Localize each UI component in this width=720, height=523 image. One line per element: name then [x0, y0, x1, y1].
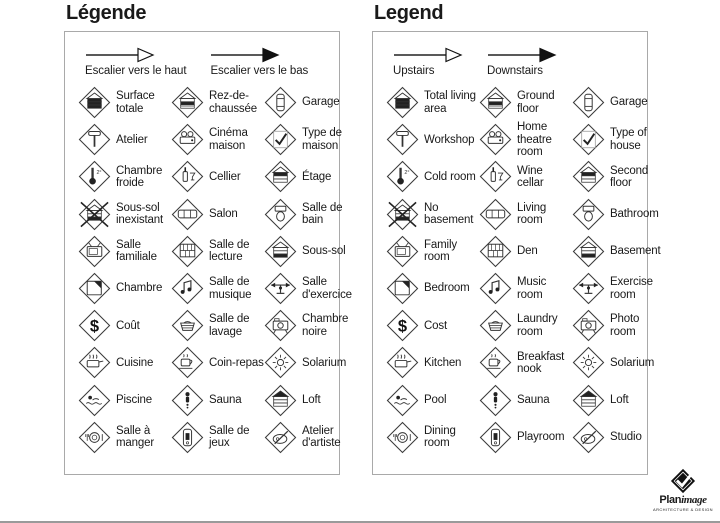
legend-item	[78, 235, 171, 268]
legend-item-label: Breakfast nook	[517, 350, 565, 375]
legend-item	[479, 384, 572, 417]
legend-item-label: Exercise room	[610, 276, 653, 301]
legend-item-label: Bedroom	[424, 282, 470, 295]
legend-item	[171, 86, 264, 119]
wine-cellar-icon	[171, 160, 204, 193]
legend-item-label: Salle de jeux	[209, 424, 250, 450]
legend-item-label: Living room	[517, 201, 547, 227]
arrow-label: Downstairs	[487, 65, 543, 77]
bedroom-icon	[386, 272, 419, 305]
panel-title-french: Légende	[66, 2, 147, 24]
stairs-up-arrow-item	[393, 47, 463, 77]
legend-item	[171, 235, 264, 268]
sauna-icon	[479, 384, 512, 417]
legend-item-label: Atelier	[116, 133, 148, 146]
legend-item	[78, 160, 171, 193]
legend-item	[572, 272, 656, 305]
legend-item	[171, 384, 264, 417]
legend-item	[171, 346, 264, 379]
legend-item-label: Photo room	[610, 313, 640, 338]
svg-text:2°: 2°	[96, 170, 102, 177]
svg-text:2°: 2°	[404, 170, 410, 177]
legend-item-label: Laundry room	[517, 313, 558, 338]
laundry-room-icon	[479, 309, 512, 342]
exercise-room-icon	[572, 272, 605, 305]
legend-item-label: Wine cellar	[517, 164, 544, 189]
pool-icon	[386, 384, 419, 417]
stairs-up-arrow-icon	[85, 47, 155, 63]
legend-item	[386, 272, 479, 305]
legend-item	[171, 309, 264, 342]
planimage-logo-text: Planimage	[659, 494, 707, 506]
legend-item-label: Étage	[302, 170, 332, 183]
playroom-icon	[171, 421, 204, 454]
planimage-logo	[650, 468, 716, 512]
solarium-icon	[572, 346, 605, 379]
garage-icon	[572, 86, 605, 119]
no-basement-icon	[386, 198, 419, 231]
legend-item-label: Atelier d'artiste	[302, 424, 341, 450]
planimage-logo-subtext: ARCHITECTURE & DESIGN	[653, 507, 713, 512]
legend-panel-english	[372, 2, 661, 475]
legend-item-label: Salle de lecture	[209, 238, 250, 264]
legend-item	[78, 272, 171, 305]
legend-item-label: Pool	[424, 393, 447, 406]
legend-item-label: Chambre noire	[302, 313, 349, 338]
legend-item-label: Salle familiale	[116, 238, 157, 264]
legend-item-label: Coût	[116, 319, 140, 332]
legend-item-label: Total living area	[424, 90, 476, 115]
stairs-down-arrow-item	[487, 47, 557, 77]
studio-icon	[572, 421, 605, 454]
playroom-icon	[479, 421, 512, 454]
garage-icon	[264, 86, 297, 119]
kitchen-icon	[386, 346, 419, 379]
legend-item	[479, 198, 572, 231]
arrow-label: Escalier vers le bas	[210, 65, 309, 77]
legend-item-label: Sous-sol	[302, 245, 346, 258]
workshop-icon	[386, 123, 419, 156]
legend-item-label: Sauna	[517, 393, 550, 406]
breakfast-nook-icon	[479, 346, 512, 379]
legend-item	[479, 346, 572, 379]
legend-item	[386, 309, 479, 342]
legend-item-label: Basement	[610, 245, 661, 258]
legend-panel-french	[64, 2, 352, 475]
arrow-label: Escalier vers le haut	[85, 65, 187, 77]
home-theatre-icon	[479, 123, 512, 156]
legend-item	[572, 384, 656, 417]
legend-item-label: Cellier	[209, 170, 241, 183]
cold-room-icon	[386, 160, 419, 193]
legend-item	[479, 160, 572, 193]
pool-icon	[78, 384, 111, 417]
bathroom-icon	[264, 198, 297, 231]
legend-item-label: Type de maison	[302, 127, 342, 152]
arrows-section	[373, 32, 647, 77]
legend-item-label: Den	[517, 245, 538, 258]
legend-item	[386, 346, 479, 379]
legend-item	[386, 198, 479, 231]
legend-item	[264, 198, 348, 231]
legend-item-label: Type of house	[610, 127, 647, 152]
exercise-room-icon	[264, 272, 297, 305]
legend-item-label: Loft	[302, 393, 321, 406]
ground-floor-icon	[171, 86, 204, 119]
music-room-icon	[479, 272, 512, 305]
legend-item	[264, 235, 348, 268]
legend-item	[386, 86, 479, 119]
legend-item-label: Music room	[517, 276, 547, 301]
legend-item	[171, 198, 264, 231]
legend-item	[572, 86, 656, 119]
cost-icon	[386, 309, 419, 342]
legend-items-grid	[386, 84, 661, 456]
legend-item-label: Garage	[610, 96, 648, 109]
legend-item-label: Studio	[610, 431, 642, 444]
legend-item-label: Salle de musique	[209, 276, 252, 301]
legend-item	[264, 309, 348, 342]
legend-item	[572, 309, 656, 342]
breakfast-nook-icon	[171, 346, 204, 379]
laundry-room-icon	[171, 309, 204, 342]
photo-room-icon	[264, 309, 297, 342]
legend-item-label: Cost	[424, 319, 448, 332]
legend-item	[386, 123, 479, 156]
cold-room-icon	[78, 160, 111, 193]
legend-item-label: Chambre froide	[116, 164, 163, 189]
legend-item-label: Rez-de-chaussée	[209, 90, 258, 115]
stairs-up-arrow-icon	[393, 47, 463, 63]
legend-item	[479, 272, 572, 305]
legend-item	[264, 272, 352, 305]
living-room-icon	[171, 198, 204, 231]
legend-item-label: Surface totale	[116, 90, 155, 115]
legend-item-label: Garage	[302, 96, 340, 109]
loft-icon	[572, 384, 605, 417]
dining-room-icon	[78, 421, 111, 454]
legend-item	[78, 198, 171, 231]
home-theatre-icon	[171, 123, 204, 156]
legend-item	[479, 121, 572, 158]
legend-item-label: Second floor	[610, 164, 649, 189]
legend-item	[264, 346, 348, 379]
basement-icon	[572, 235, 605, 268]
second-floor-icon	[572, 160, 605, 193]
bedroom-icon	[78, 272, 111, 305]
legend-item-label: Sous-sol inexistant	[116, 201, 164, 227]
legend-item	[264, 160, 348, 193]
legend-item	[386, 384, 479, 417]
legend-item	[572, 421, 656, 454]
basement-icon	[264, 235, 297, 268]
legend-item	[572, 346, 656, 379]
legend-item-label: Chambre	[116, 282, 163, 295]
stairs-down-arrow-icon	[487, 47, 557, 63]
legend-item-label: Playroom	[517, 431, 565, 444]
legend-item-label: Loft	[610, 393, 629, 406]
legend-item	[78, 346, 171, 379]
bathroom-icon	[572, 198, 605, 231]
loft-icon	[264, 384, 297, 417]
stairs-down-arrow-item	[210, 47, 308, 77]
legend-item-label: Cold room	[424, 170, 476, 183]
legend-item-label: Cuisine	[116, 356, 154, 369]
legend-item-label: Salle d'exercice	[302, 276, 352, 301]
svg-text:$: $	[89, 317, 100, 336]
den-icon	[479, 235, 512, 268]
legend-box-english	[372, 31, 661, 475]
legend-items-grid	[78, 84, 352, 456]
ground-floor-icon	[479, 86, 512, 119]
legend-item-label: Workshop	[424, 133, 475, 146]
legend-item-label: No basement	[424, 201, 474, 227]
legend-item-label: Salle de lavage	[209, 313, 250, 338]
legend-item	[78, 421, 171, 454]
arrows-section	[65, 32, 339, 77]
legend-item-label: Piscine	[116, 393, 153, 406]
legend-item	[78, 86, 171, 119]
legend-item	[386, 235, 479, 268]
family-room-icon	[78, 235, 111, 268]
solarium-icon	[264, 346, 297, 379]
legend-item	[386, 160, 479, 193]
total-living-area-icon	[386, 86, 419, 119]
legend-item-label: Salle de bain	[302, 201, 343, 227]
living-room-icon	[479, 198, 512, 231]
legend-item	[171, 123, 264, 156]
sauna-icon	[171, 384, 204, 417]
legend-item	[264, 384, 348, 417]
legend-item-label: Home theatre room	[517, 121, 552, 158]
legend-item	[264, 86, 348, 119]
no-basement-icon	[78, 198, 111, 231]
studio-icon	[264, 421, 297, 454]
legend-item	[78, 384, 171, 417]
legend-item-label: Cinéma maison	[209, 127, 248, 152]
legend-item	[479, 421, 572, 454]
legend-item-label: Ground floor	[517, 90, 555, 115]
legend-item-label: Salle à manger	[116, 424, 155, 450]
legend-item	[171, 160, 264, 193]
svg-text:$: $	[397, 317, 408, 336]
photo-room-icon	[572, 309, 605, 342]
type-of-house-icon	[572, 123, 605, 156]
family-room-icon	[386, 235, 419, 268]
legend-item-label: Salon	[209, 207, 238, 220]
legend-item	[171, 421, 264, 454]
legend-item	[171, 272, 264, 305]
stairs-down-arrow-icon	[210, 47, 280, 63]
legend-item	[78, 123, 171, 156]
type-of-house-icon	[264, 123, 297, 156]
legend-item-label: Bathroom	[610, 207, 659, 220]
legend-item	[572, 198, 659, 231]
legend-item	[572, 235, 661, 268]
legend-item	[572, 160, 656, 193]
legend-box-french	[64, 31, 352, 475]
legend-item	[479, 86, 572, 119]
legend-item-label: Coin-repas	[209, 356, 264, 369]
legend-item-label: Sauna	[209, 393, 242, 406]
legend-item-label: Family room	[424, 238, 457, 264]
legend-item-label: Solarium	[610, 356, 655, 369]
stairs-up-arrow-item	[85, 47, 186, 77]
legend-item-label: Kitchen	[424, 356, 462, 369]
panel-title-english: Legend	[374, 2, 444, 24]
music-room-icon	[171, 272, 204, 305]
legend-item	[264, 421, 348, 454]
second-floor-icon	[264, 160, 297, 193]
kitchen-icon	[78, 346, 111, 379]
wine-cellar-icon	[479, 160, 512, 193]
legend-item	[264, 123, 348, 156]
workshop-icon	[78, 123, 111, 156]
den-icon	[171, 235, 204, 268]
legend-item	[479, 235, 572, 268]
legend-item-label: Dining room	[424, 424, 456, 450]
arrow-label: Upstairs	[393, 65, 435, 77]
legend-item	[572, 123, 656, 156]
legend-item	[386, 421, 479, 454]
dining-room-icon	[386, 421, 419, 454]
planimage-diamond-check-icon	[670, 468, 696, 494]
cost-icon	[78, 309, 111, 342]
total-living-area-icon	[78, 86, 111, 119]
legend-item	[78, 309, 171, 342]
legend-item	[479, 309, 572, 342]
legend-item-label: Solarium	[302, 356, 347, 369]
